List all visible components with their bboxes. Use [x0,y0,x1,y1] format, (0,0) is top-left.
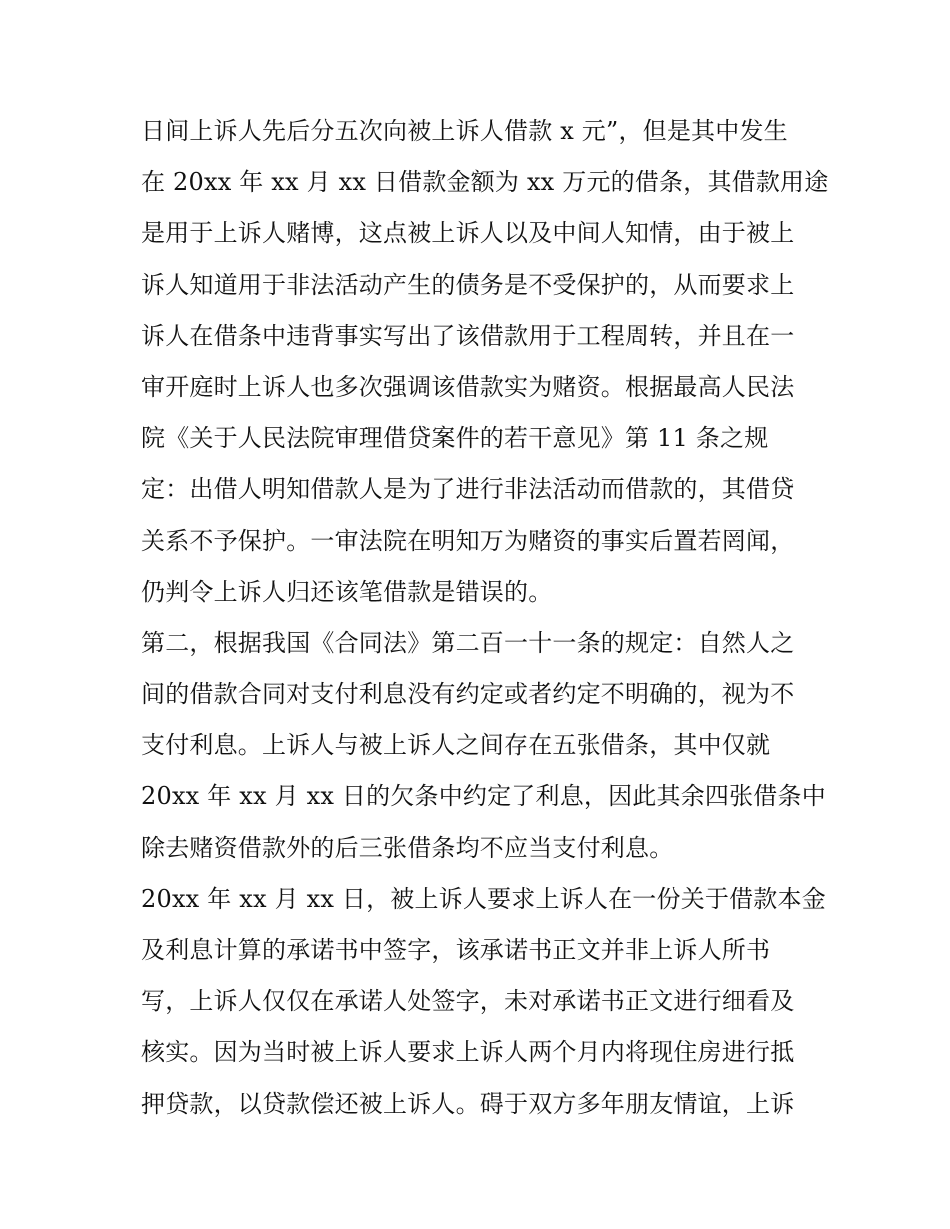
text-line: 间的借款合同对支付利息没有约定或者约定不明确的，视为不 [141,680,795,709]
text-line: 是用于上诉人赌博，这点被上诉人以及中间人知情，由于被上 [141,219,795,248]
text-line: 仍判令上诉人归还该笔借款是错误的。 [141,577,553,606]
document-body [141,106,829,1130]
text-line: 诉人在借条中违背事实写出了该借款用于工程周转，并且在一 [141,321,795,350]
text-line: 除去赌资借款外的后三张借条均不应当支付利息。 [141,833,674,862]
text-line: 支付利息。上诉人与被上诉人之间存在五张借条，其中仅就 [141,731,771,760]
text-line: 押贷款，以贷款偿还被上诉人。碍于双方多年朋友情谊，上诉 [141,1089,795,1118]
text-line: 20xx 年 xx 月 xx 日的欠条中约定了利息，因此其余四张借条中 [141,782,826,811]
text-line: 在 20xx 年 xx 月 xx 日借款金额为 xx 万元的借条，其借款用途 [141,168,829,197]
text-line: 审开庭时上诉人也多次强调该借款实为赌资。根据最高人民法 [141,372,795,401]
text-line: 日间上诉人先后分五次向被上诉人借款 x 元”，但是其中发生 [141,117,788,145]
text-line: 院《关于人民法院审理借贷案件的若干意见》第 11 条之规 [141,424,769,453]
text-line: 关系不予保护。一审法院在明知万为赌资的事实后置若罔闻， [141,526,795,555]
text-line: 20xx 年 xx 月 xx 日，被上诉人要求上诉人在一份关于借款本金 [141,884,826,913]
text-line: 写，上诉人仅仅在承诺人处签字，未对承诺书正文进行细看及 [141,987,795,1016]
text-line: 定：出借人明知借款人是为了进行非法活动而借款的，其借贷 [141,475,795,504]
text-line: 及利息计算的承诺书中签字，该承诺书正文并非上诉人所书 [141,936,771,964]
text-line: 核实。因为当时被上诉人要求上诉人两个月内将现住房进行抵 [141,1038,795,1067]
text-line: 诉人知道用于非法活动产生的债务是不受保护的，从而要求上 [141,270,795,299]
text-line: 第二，根据我国《合同法》第二百一十一条的规定：自然人之 [141,628,795,657]
